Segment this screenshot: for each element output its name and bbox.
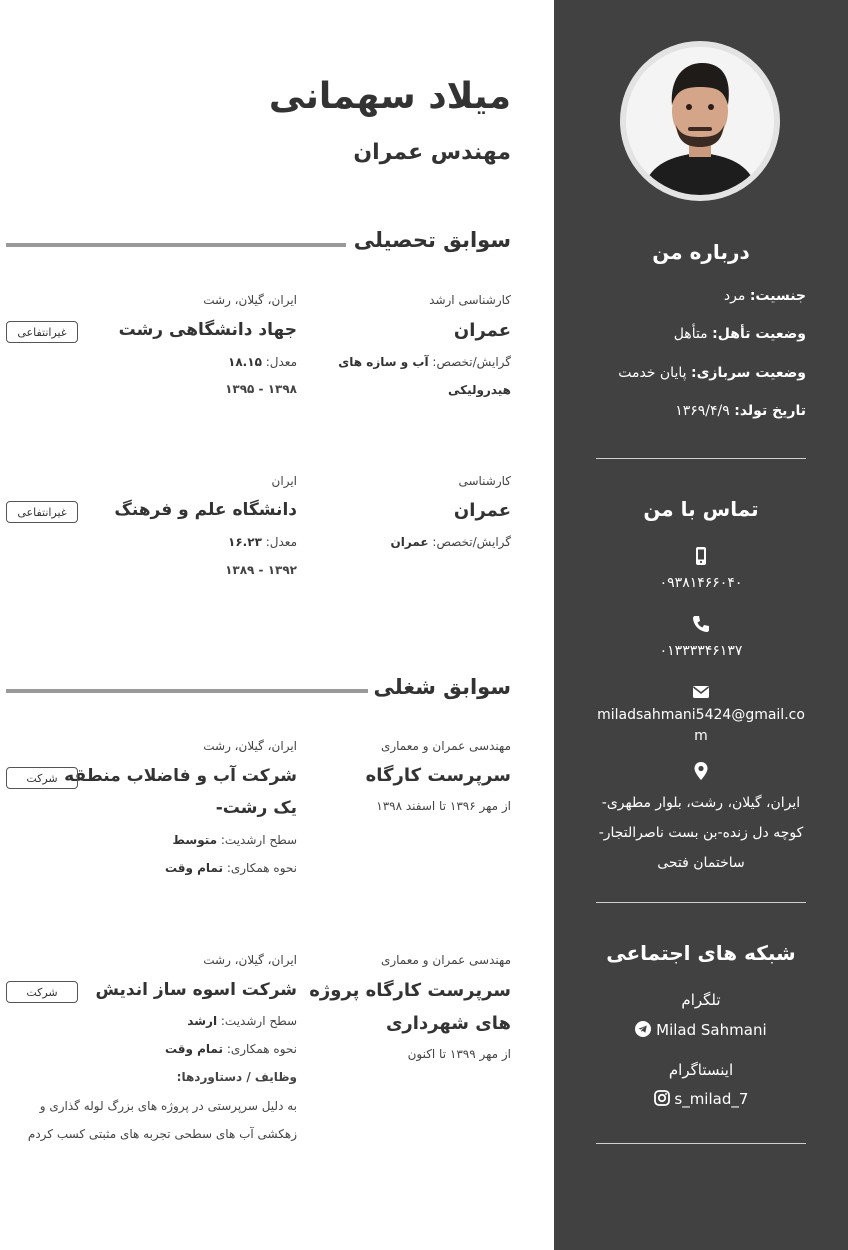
location-pin-icon xyxy=(691,761,711,781)
job-type-label: نحوه همکاری: xyxy=(226,1042,297,1056)
status-badge: شرکت xyxy=(6,981,78,1003)
section-rule xyxy=(6,689,368,693)
job-seniority-value: ارشد xyxy=(187,1014,218,1028)
edu-field: عمران xyxy=(453,500,511,521)
address xyxy=(590,788,812,878)
job-category: مهندسی عمران و معماری xyxy=(380,739,511,753)
edu-location: ایران xyxy=(271,474,297,488)
address-line-3: ساختمان فتحی xyxy=(657,855,745,871)
profile-title: مهندس عمران xyxy=(353,140,511,165)
divider xyxy=(596,902,806,903)
job-company-cont: یک رشت- xyxy=(215,798,297,818)
edu-specialty-cont xyxy=(448,383,511,397)
about-birthdate-value: ۱۳۶۹/۴/۹ xyxy=(675,403,730,419)
status-badge: شرکت xyxy=(6,767,78,789)
instagram-link[interactable] xyxy=(590,1089,812,1110)
avatar xyxy=(620,41,780,201)
envelope-icon xyxy=(691,682,711,702)
about-marital-value: متأهل xyxy=(673,326,708,342)
divider xyxy=(596,1143,806,1144)
address-line-2: کوچه دل زنده-بن بست ناصرالتجار- xyxy=(598,825,804,841)
about-birthdate xyxy=(675,403,806,419)
edu-institution: جهاد دانشگاهی رشت xyxy=(118,320,297,340)
email-line-2: m xyxy=(694,728,708,744)
job-location: ایران، گیلان، رشت xyxy=(203,739,297,753)
job-position: سرپرست کارگاه xyxy=(365,765,511,786)
address-line-1: ایران، گیلان، رشت، بلوار مطهری- xyxy=(601,795,801,811)
job-position: سرپرست کارگاه پروژه xyxy=(309,980,511,1001)
instagram-label: اینستاگرام xyxy=(668,1061,734,1079)
edu-specialty-label: گرایش/تخصص: xyxy=(432,535,511,549)
edu-gpa xyxy=(228,535,297,549)
job-seniority xyxy=(187,1014,297,1028)
job-duties-line-1: به دلیل سرپرستی در پروژه های بزرگ لوله گذاری و xyxy=(39,1099,297,1113)
about-birthdate-label: تاریخ تولد: xyxy=(734,403,806,419)
contact-title: تماس با من xyxy=(643,497,759,521)
email-line-1: miladsahmani5424@gmail.co xyxy=(597,707,805,723)
edu-gpa-value: ۱۸.۱۵ xyxy=(228,355,262,369)
about-military xyxy=(618,365,806,381)
job-seniority xyxy=(173,833,297,847)
telegram-icon xyxy=(635,1021,651,1037)
job-position-cont: های شهرداری xyxy=(385,1013,511,1034)
job-type-value: تمام وقت xyxy=(164,861,223,875)
about-gender xyxy=(724,288,806,304)
job-category: مهندسی عمران و معماری xyxy=(380,953,511,967)
section-rule xyxy=(6,243,346,247)
edu-degree: کارشناسی ارشد xyxy=(429,293,511,307)
education-title: سوابق تحصیلی xyxy=(353,228,511,252)
about-military-label: وضعیت سربازی: xyxy=(690,365,806,381)
work-title: سوابق شغلی xyxy=(373,675,511,699)
about-military-value: پایان خدمت xyxy=(618,365,687,381)
about-gender-value: مرد xyxy=(723,288,746,304)
edu-specialty xyxy=(338,355,511,369)
edu-specialty-value-2: هیدرولیکی xyxy=(447,383,511,397)
edu-years: ۱۳۹۲ - ۱۳۸۹ xyxy=(225,563,297,577)
job-duties xyxy=(28,1092,297,1148)
edu-location: ایران، گیلان، رشت xyxy=(203,293,297,307)
job-company: شرکت آب و فاضلاب منطقه xyxy=(64,766,297,786)
status-badge: غیرانتفاعی xyxy=(6,501,78,523)
telegram-link[interactable] xyxy=(590,1020,812,1041)
edu-specialty-value: عمران xyxy=(390,535,429,549)
job-seniority-label: سطح ارشدیت: xyxy=(220,1014,297,1028)
about-title: درباره من xyxy=(652,240,750,264)
email[interactable] xyxy=(590,705,812,747)
edu-specialty-label: گرایش/تخصص: xyxy=(432,355,511,369)
edu-gpa-value: ۱۶.۲۳ xyxy=(228,535,262,549)
job-company: شرکت اسوه ساز اندیش xyxy=(95,980,297,1000)
job-type-label: نحوه همکاری: xyxy=(226,861,297,875)
job-period: از مهر ۱۳۹۶ تا اسفند ۱۳۹۸ xyxy=(376,799,511,813)
job-period: از مهر ۱۳۹۹ تا اکنون xyxy=(407,1047,511,1061)
job-duties-line-2: زهکشی آب های سطحی تجربه های مثبتی کسب کردم xyxy=(27,1127,297,1141)
profile-photo xyxy=(626,47,774,195)
job-type-value: تمام وقت xyxy=(164,1042,223,1056)
job-type xyxy=(165,861,297,875)
edu-gpa xyxy=(228,355,297,369)
instagram-handle: s_milad_7 xyxy=(674,1090,749,1108)
phone-icon xyxy=(691,614,711,634)
edu-degree: کارشناسی xyxy=(458,474,511,488)
telegram-handle: Milad Sahmani xyxy=(656,1021,767,1039)
edu-institution: دانشگاه علم و فرهنگ xyxy=(114,500,297,520)
edu-gpa-label: معدل: xyxy=(265,355,297,369)
job-type xyxy=(165,1042,297,1056)
edu-gpa-label: معدل: xyxy=(265,535,297,549)
instagram-icon xyxy=(654,1090,670,1106)
job-seniority-value: متوسط xyxy=(172,833,218,847)
about-marital-label: وضعیت تأهل: xyxy=(712,326,806,342)
job-duties-label: وظایف / دستاوردها: xyxy=(176,1070,297,1084)
sidebar xyxy=(554,0,848,1250)
job-seniority-label: سطح ارشدیت: xyxy=(220,833,297,847)
profile-name: میلاد سهمانی xyxy=(268,76,511,117)
edu-specialty-value: آب و سازه های xyxy=(338,355,429,369)
telegram-label: تلگرام xyxy=(681,991,721,1009)
social-title: شبکه های اجتماعی xyxy=(606,941,796,965)
edu-years: ۱۳۹۸ - ۱۳۹۵ xyxy=(225,382,297,396)
mobile-number[interactable]: ۰۹۳۸۱۴۶۶۰۴۰ xyxy=(659,575,743,591)
job-location: ایران، گیلان، رشت xyxy=(203,953,297,967)
phone-number[interactable]: ۰۱۳۳۳۳۴۶۱۳۷ xyxy=(659,643,743,659)
edu-specialty xyxy=(391,535,511,549)
mobile-icon xyxy=(691,546,711,566)
about-marital xyxy=(674,326,806,342)
status-badge: غیرانتفاعی xyxy=(6,321,78,343)
about-gender-label: جنسیت: xyxy=(749,288,806,304)
divider xyxy=(596,458,806,459)
edu-field: عمران xyxy=(453,320,511,341)
